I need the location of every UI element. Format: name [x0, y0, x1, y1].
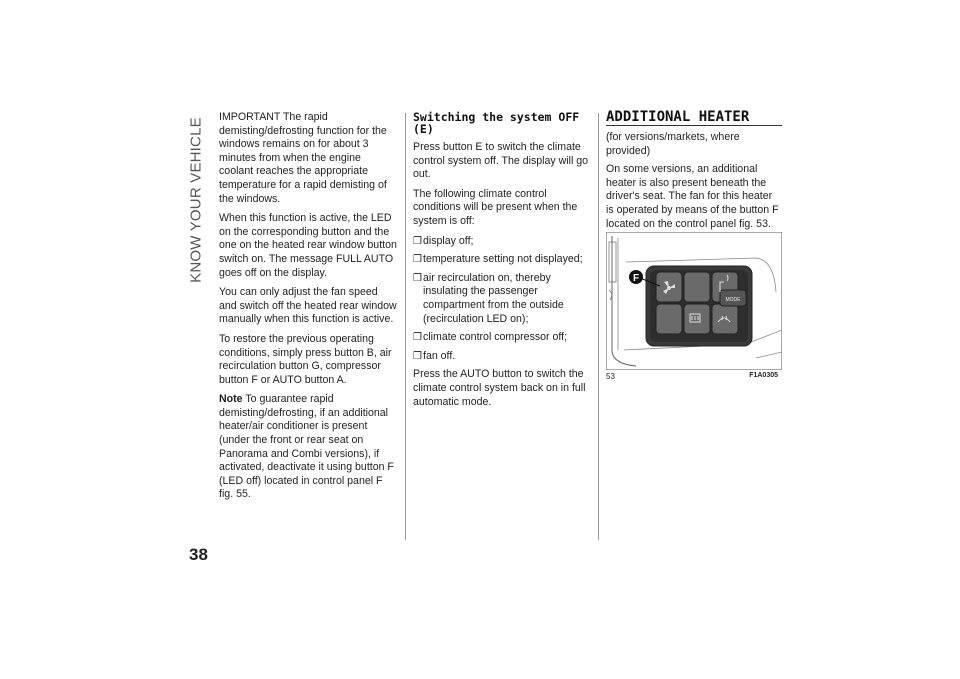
- bullet-icon: ❒: [413, 254, 422, 266]
- bullet-icon: ❒: [413, 350, 422, 362]
- paragraph: On some versions, an additional heater is also present beneath the driver's seat. The fan for this heater is operated by means of the button F located on the control panel fig. 53.: [606, 163, 779, 230]
- note-label: Note: [219, 393, 243, 406]
- section-heading: Switching the system OFF (E): [413, 110, 580, 136]
- note-paragraph: [219, 393, 397, 502]
- paragraph: You can only adjust the fan speed and switch off the heated rear window manually when this function is active.: [219, 286, 397, 326]
- paragraph: When this function is active, the LED on the corresponding button and the one on the heated rear window button switch on. The message FULL AUTO goes off on the display.: [219, 212, 397, 279]
- paragraph: IMPORTANT The rapid demisting/defrosting function for the windows remains on for about 3 minutes from when the engine coolant reaches the appropriate temperature for a rapid demisting of the windows.: [219, 111, 387, 205]
- paragraph: Press the AUTO button to switch the climate control system back on in full automatic mode.: [413, 368, 586, 408]
- column-2: [413, 111, 591, 415]
- bullet-icon: ❒: [413, 332, 422, 344]
- list-item: ❒ air recirculation on, thereby insulating the passenger compartment from the outside (recirculation LED on);: [413, 271, 564, 325]
- figure-number: 53: [606, 372, 615, 381]
- page-number: 38: [189, 545, 208, 564]
- list-item: ❒ climate control compressor off;: [413, 331, 568, 344]
- column-1: [219, 111, 397, 508]
- control-panel-illustration: [606, 232, 782, 370]
- bullet-icon: ❒: [413, 272, 422, 284]
- mode-label: MODE: [725, 297, 741, 303]
- figure-code: F1A0305: [749, 372, 778, 379]
- section-heading: ADDITIONAL HEATER: [606, 111, 782, 126]
- column-3: [606, 111, 782, 236]
- section-tab-label: KNOW YOUR VEHICLE: [187, 117, 205, 283]
- paragraph: The following climate control conditions will be present when the system is off:: [413, 187, 578, 227]
- note-text: To guarantee rapid demisting/defrosting, if an additional heater/air conditioner is present (under the front or rear seat on Panorama and Combi versions), if activated, deactivate it using button F (LED off) located in control panel F fig. 55.: [219, 393, 394, 501]
- bullet-icon: ❒: [413, 235, 422, 247]
- figure-control-panel: [606, 232, 782, 370]
- list-item: ❒ temperature setting not displayed;: [413, 253, 583, 266]
- column-divider: [405, 113, 406, 540]
- figure-caption: [606, 372, 782, 382]
- callout-f-label: F: [632, 273, 640, 284]
- list-item: ❒ display off;: [413, 234, 474, 247]
- section-tab: [184, 105, 208, 295]
- paragraph: To restore the previous operating conditions, simply press button B, air recirculation button G, compressor button F or AUTO button A.: [219, 332, 392, 386]
- list-item: ❒ fan off.: [413, 349, 456, 362]
- column-divider: [598, 113, 599, 540]
- paragraph: Press button E to switch the climate control system off. The display will go out.: [413, 141, 589, 181]
- subheading: (for versions/markets, where provided): [606, 131, 740, 157]
